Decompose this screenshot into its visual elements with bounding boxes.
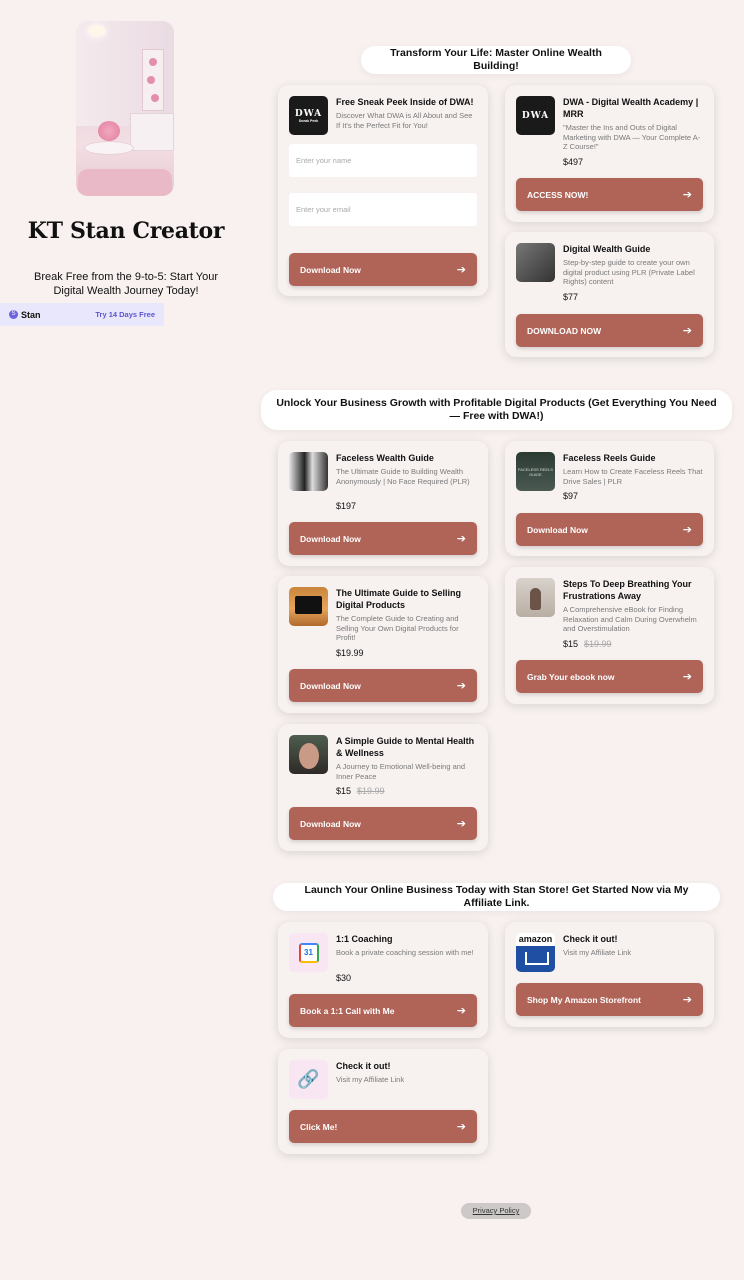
amazon-logo-icon: amazon — [516, 933, 555, 972]
download-button[interactable]: Download Now ➔ — [289, 522, 477, 555]
product-thumbnail — [289, 735, 328, 774]
card-price: $197 — [336, 501, 357, 511]
section-header: Launch Your Online Business Today with Stan Store! Get Started Now via My Affiliate Link. — [273, 883, 720, 911]
card-title: Steps To Deep Breathing Your Frustrations Away — [563, 579, 692, 601]
arrow-right-icon: ➔ — [456, 533, 466, 545]
arrow-right-icon: ➔ — [682, 671, 692, 683]
card-sneak-peek — [278, 85, 488, 296]
download-button[interactable]: Download Now ➔ — [289, 669, 477, 702]
amazon-storefront-button[interactable]: Shop My Amazon Storefront ➔ — [516, 983, 703, 1016]
calendar-icon: 31 — [289, 933, 328, 972]
product-thumbnail: DWA Sneak Peek — [289, 96, 328, 135]
card-title: Digital Wealth Guide — [563, 244, 651, 254]
card-description: The Complete Guide to Creating and Selling Your Own Digital Products for Profit! — [336, 614, 459, 642]
card-description: Learn How to Create Faceless Reels That Drive Sales | PLR — [563, 467, 703, 486]
download-button[interactable]: Download Now ➔ — [289, 807, 477, 840]
stan-brand: Stan — [21, 309, 41, 320]
card-mental-health — [278, 724, 488, 851]
arrow-right-icon: ➔ — [456, 1005, 466, 1017]
click-me-button[interactable]: Click Me! ➔ — [289, 1110, 477, 1143]
arrow-right-icon: ➔ — [682, 524, 692, 536]
arrow-right-icon: ➔ — [456, 680, 466, 692]
card-affiliate-link — [278, 1049, 488, 1154]
product-thumbnail: FACELESS REELS GUIDE — [516, 452, 555, 491]
card-coaching — [278, 922, 488, 1038]
grab-ebook-button[interactable]: Grab Your ebook now ➔ — [516, 660, 703, 693]
card-description: "Master the Ins and Outs of Digital Marketing with DWA — Your Complete A-Z Course!" — [563, 123, 701, 151]
card-faceless-reels — [505, 441, 714, 556]
card-title: 1:1 Coaching — [336, 934, 393, 944]
link-icon: 🔗 — [289, 1060, 328, 1099]
card-price: $30 — [336, 973, 352, 983]
old-price: $19.99 — [357, 786, 385, 796]
card-description: A Journey to Emotional Well-being and Inner Peace — [336, 762, 466, 781]
card-price: $15 $19.99 — [336, 786, 385, 796]
card-title: The Ultimate Guide to Selling Digital Products — [336, 588, 462, 610]
card-title: Faceless Wealth Guide — [336, 453, 434, 463]
card-price: $15 $19.99 — [563, 639, 612, 649]
arrow-right-icon: ➔ — [682, 189, 692, 201]
card-faceless-wealth — [278, 441, 488, 566]
product-thumbnail — [516, 243, 555, 282]
card-title: DWA - Digital Wealth Academy | MRR — [563, 97, 699, 119]
card-description: A Comprehensive eBook for Finding Relaxation and Calm During Overwhelm and Overstimulation — [563, 605, 697, 633]
card-price: $19.99 — [336, 648, 364, 658]
old-price: $19.99 — [584, 639, 612, 649]
arrow-right-icon: ➔ — [456, 264, 466, 276]
card-price: $97 — [563, 491, 579, 501]
card-amazon — [505, 922, 714, 1027]
card-title: Check it out! — [336, 1061, 391, 1071]
stan-trial-link[interactable]: Try 14 Days Free — [95, 310, 155, 319]
arrow-right-icon: ➔ — [682, 325, 692, 337]
card-description: Step-by-step guide to create your own digital product using PLR (Private Label Rights) content — [563, 258, 695, 286]
card-description: Visit my Affiliate Link — [336, 1075, 405, 1084]
book-call-button[interactable]: Book a 1:1 Call with Me ➔ — [289, 994, 477, 1027]
product-thumbnail — [289, 452, 328, 491]
section-header: Transform Your Life: Master Online Wealth Building! — [361, 46, 631, 74]
product-thumbnail — [516, 578, 555, 617]
card-description: The Ultimate Guide to Building Wealth Anonymously | No Face Required (PLR) — [336, 467, 470, 486]
creator-name: KT Stan Creator — [27, 218, 225, 244]
card-ultimate-guide — [278, 576, 488, 713]
card-price: $497 — [563, 157, 584, 167]
name-input[interactable]: Enter your name — [289, 144, 477, 177]
card-description: Visit my Affiliate Link — [563, 948, 632, 957]
product-thumbnail — [289, 587, 328, 626]
stan-logo-icon: S — [9, 310, 18, 319]
privacy-policy-link[interactable]: Privacy Policy — [461, 1203, 531, 1219]
profile-tagline: Break Free from the 9-to-5: Start Your Digital Wealth Journey Today! — [33, 271, 219, 297]
card-digital-wealth-guide — [505, 232, 714, 357]
product-thumbnail: DWA — [516, 96, 555, 135]
download-button[interactable]: Download Now ➔ — [516, 513, 703, 546]
card-description: Book a private coaching session with me! — [336, 948, 474, 957]
card-title: Check it out! — [563, 934, 618, 944]
card-description: Discover What DWA is All About and See If It's the Perfect Fit for You! — [336, 111, 473, 130]
download-button[interactable]: DOWNLOAD NOW ➔ — [516, 314, 703, 347]
card-title: A Simple Guide to Mental Health & Wellness — [336, 736, 475, 758]
access-now-button[interactable]: ACCESS NOW! ➔ — [516, 178, 703, 211]
card-dwa — [505, 85, 714, 222]
card-title: Faceless Reels Guide — [563, 453, 656, 463]
download-button[interactable]: Download Now ➔ — [289, 253, 477, 286]
section-header: Unlock Your Business Growth with Profitable Digital Products (Get Everything You Need — Free with DWA!) — [261, 390, 732, 430]
card-title: Free Sneak Peek Inside of DWA! — [336, 97, 474, 107]
arrow-right-icon: ➔ — [682, 994, 692, 1006]
arrow-right-icon: ➔ — [456, 818, 466, 830]
arrow-right-icon: ➔ — [456, 1121, 466, 1133]
profile-photo — [76, 21, 174, 196]
stan-banner[interactable] — [0, 303, 164, 326]
card-deep-breathing — [505, 567, 714, 704]
email-input[interactable]: Enter your email — [289, 193, 477, 226]
card-price: $77 — [563, 292, 579, 302]
